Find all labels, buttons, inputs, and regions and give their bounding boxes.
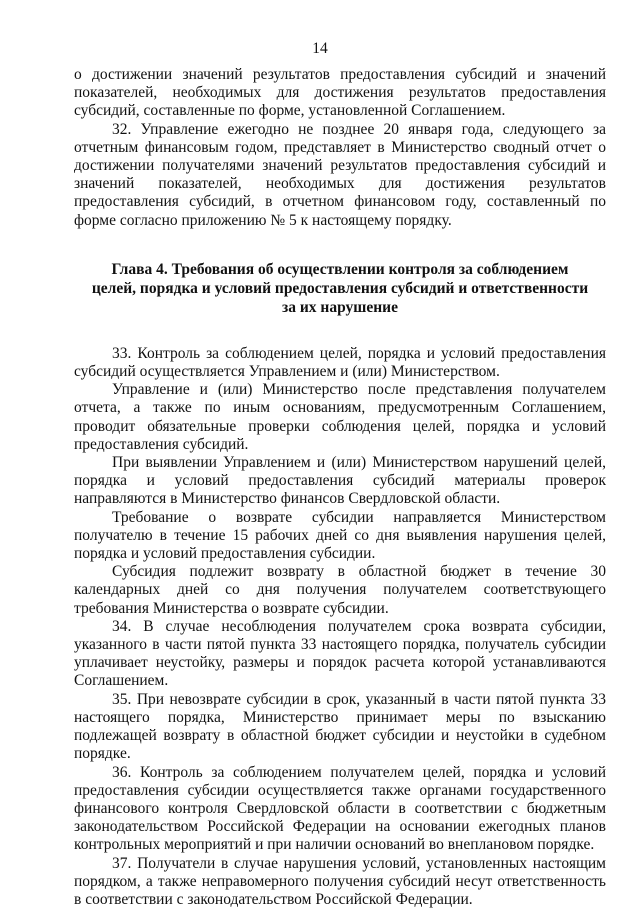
chapter-heading-line-1: Глава 4. Требования об осуществлении контроля за соблюдением (111, 260, 569, 278)
paragraph-32: 32. Управление ежегодно не позднее 20 января года, следующего за отчетным финансовым годом, представляет в Министерство сводный отчет о достижении получателями значений результатов предоставления субсидий и значений показателей, необходимых для достижения результатов предоставления субсидий, в отчетном финансовом году, составленный по форме согласно приложению № 5 к настоящему порядку. (74, 120, 606, 229)
paragraph-34: 34. В случае несоблюдения получателем срока возврата субсидии, указанного в части пятой пункта 33 настоящего порядка, получатель субсидии уплачивает неустойку, размеры и порядок расчета которой устанавливаются Соглашением. (74, 617, 606, 690)
page-number: 14 (312, 40, 328, 57)
paragraph-33-part-4: Требование о возврате субсидии направляется Министерством получателю в течение 15 рабочих дней со дня выявления нарушения целей, порядка и условий предоставления субсидии. (74, 508, 606, 563)
paragraph-37: 37. Получатели в случае нарушения условий, установленных настоящим порядком, а также неправомерного получения субсидий несут ответственность в соответствии с законодательством Российской Федерации. (74, 854, 606, 908)
paragraph-36: 36. Контроль за соблюдением получателем целей, порядка и условий предоставления субсидии осуществляется также органами государственного финансового контроля Свердловской области в соответствии с бюджетным законодательством Российской Федерации на основании ежегодных планов контрольных мероприятий и при наличии оснований во внеплановом порядке. (74, 763, 606, 854)
paragraph-35: 35. При невозврате субсидии в срок, указанный в части пятой пункта 33 настоящего порядка, Министерство принимает меры по взысканию подлежащей возврату в областной бюджет субсидии и неустойки в судебном порядке. (74, 690, 606, 763)
paragraph-33-part-5: Субсидия подлежит возврату в областной бюджет в течение 30 календарных дней со дня получения получателем соответствующего требования Министерства о возврате субсидии. (74, 563, 606, 617)
chapter-heading (74, 260, 606, 317)
document-body (74, 66, 606, 909)
chapter-heading-line-3: за их нарушение (282, 298, 398, 316)
paragraph-33-part-2: Управление и (или) Министерство после представления получателем отчета, а также по иным основаниям, предусмотренным Соглашением, проводит обязательные проверки соблюдения целей, порядка и условий предоставления субсидий. (74, 381, 606, 453)
lead-paragraph: о достижении значений результатов предоставления субсидий и значений показателей, необходимых для достижения результатов предоставления субсидий, составленные по форме, установленной Соглашением. (74, 66, 606, 120)
paragraph-33: 33. Контроль за соблюдением целей, порядка и условий предоставления субсидий осуществляется Управлением и (или) Министерством. (74, 344, 606, 381)
chapter-heading-line-2: целей, порядка и условий предоставления субсидий и ответственности (91, 279, 589, 297)
paragraph-33-part-3: При выявлении Управлением и (или) Министерством нарушений целей, порядка и условий предоставления субсидий материалы проверок направляются в Министерство финансов Свердловской области. (74, 454, 606, 508)
